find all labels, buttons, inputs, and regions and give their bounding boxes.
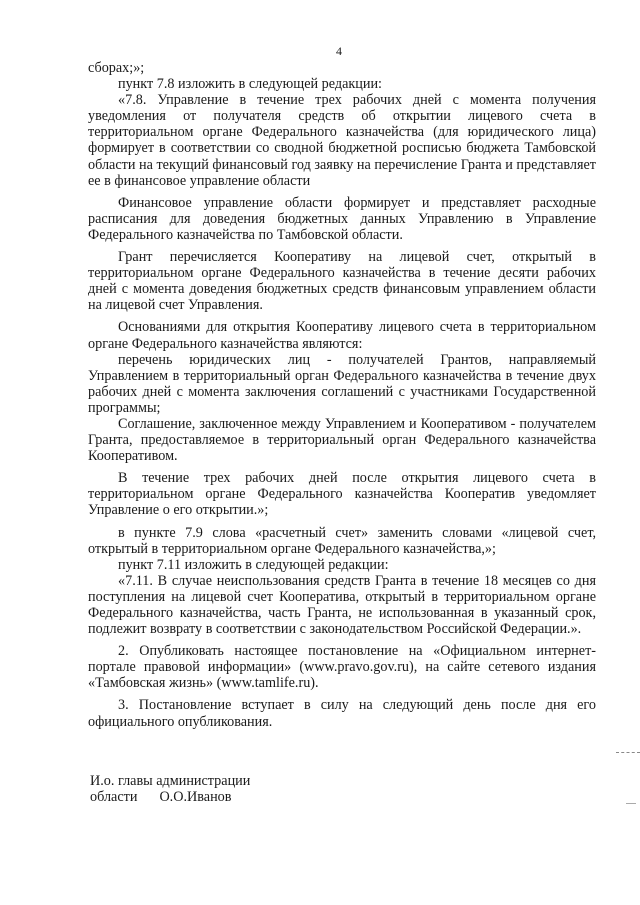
paragraph: сборах;»; bbox=[88, 60, 145, 76]
paragraph: в пункте 7.9 слова «расчетный счет» заменить словами «лицевой счет, открытый в территориальном органе Федерального казначейства,»; bbox=[88, 524, 596, 557]
signature-position-region: области bbox=[90, 789, 138, 805]
paragraph: пункт 7.8 изложить в следующей редакции: bbox=[118, 76, 382, 93]
paragraph: перечень юридических лиц - получателей Грантов, направляемый Управлением в территориальный орган Федерального казначейства в течение двух рабочих дней с момента заключения соглашений с участниками Государственной программы; bbox=[88, 351, 596, 416]
paragraph: «7.11. В случае неиспользования средств Гранта в течение 18 месяцев со дня поступления на лицевой счет Кооператива, открытый в территориальном органе Федерального казначейства, часть Гранта, не использованная в указанный срок, подлежит возврату в соответствии с законодательством Российской Федерации.». bbox=[88, 572, 596, 638]
paragraph: Соглашение, заключенное между Управлением и Кооперативом - получателем Гранта, предоставляемое в территориальный орган Федерального казначейства Кооперативом. bbox=[88, 415, 596, 465]
paragraph: пункт 7.11 изложить в следующей редакции: bbox=[118, 556, 389, 573]
paragraph: В течение трех рабочих дней после открытия лицевого счета в территориальном органе Федерального казначейства Кооператив уведомляет Управление о его открытии.»; bbox=[88, 470, 596, 519]
signature-block bbox=[90, 773, 250, 805]
paragraph: Основаниями для открытия Кооперативу лицевого счета в территориальном органе Федерального казначейства являются: bbox=[88, 319, 596, 352]
paragraph: 3. Постановление вступает в силу на следующий день после дня его официального опубликования. bbox=[88, 697, 596, 730]
paragraph: 2. Опубликовать настоящее постановление на «Официальном интернет-портале правовой информации» (www.pravo.gov.ru), на сайте сетевого издания «Тамбовская жизнь» (www.tamlife.ru). bbox=[88, 643, 596, 692]
paragraph: «7.8. Управление в течение трех рабочих дней с момента получения уведомления от получателя средств об открытии лицевого счета в территориальном органе Федерального казначейства (для юридического лица) формирует в соответствии со сводной бюджетной росписью бюджета Тамбовской области на текущий финансовый год заявку на перечисление Гранта и представляет ее в финансовое управление области bbox=[88, 92, 596, 189]
scan-artifact bbox=[626, 803, 636, 805]
page-number: 4 bbox=[336, 44, 342, 58]
signature-position: И.о. главы администрации bbox=[90, 773, 251, 789]
signature-name: О.О.Иванов bbox=[159, 789, 232, 805]
paragraph: Финансовое управление области формирует и представляет расходные расписания для доведения бюджетных данных Управлению в Управление Федерального казначейства по Тамбовской области. bbox=[88, 194, 596, 243]
paragraph: Грант перечисляется Кооперативу на лицевой счет, открытый в территориальном органе Федерального казначейства в течение десяти рабочих дней с момента доведения бюджетных средств финансовым управлением области на лицевой счет Управления. bbox=[88, 249, 596, 314]
document-body bbox=[88, 60, 596, 730]
scan-artifact bbox=[616, 752, 640, 755]
